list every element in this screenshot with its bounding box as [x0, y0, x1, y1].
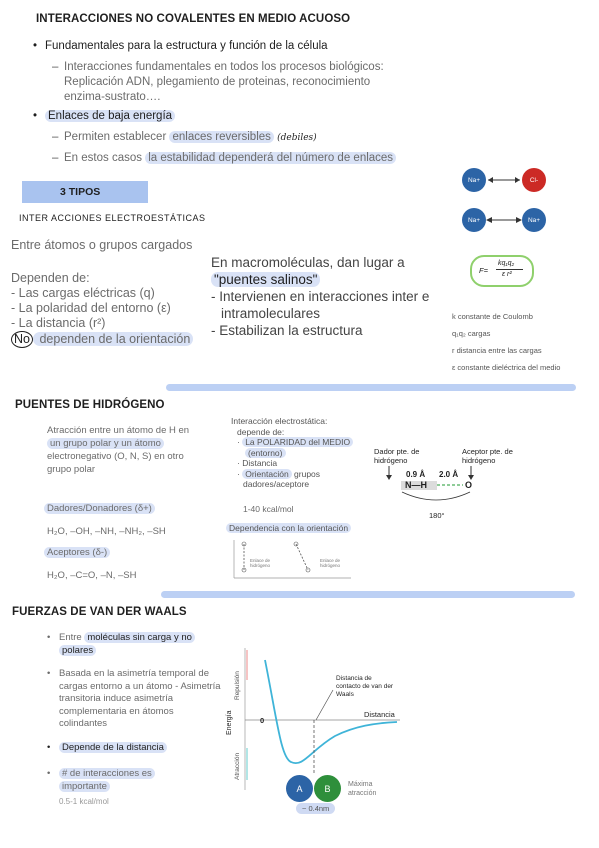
- orientation-title: Dependencia con la orientación: [226, 523, 351, 533]
- atom-a: A: [286, 775, 313, 802]
- tipos-box: [22, 181, 148, 203]
- acceptors-label: Aceptores (δ-): [44, 547, 110, 558]
- bullet-fundamental: Fundamentales para la estructura y función de la célula: [45, 40, 328, 52]
- sub-stability: En estos casos la estabilidad dependerá del número de enlaces: [64, 152, 396, 164]
- repulsion-arrow: [486, 215, 522, 225]
- section-title-noncovalent: INTERACCIONES NO COVALENTES EN MEDIO ACUOSO: [36, 13, 351, 25]
- sub-processes: – Interacciones fundamentales en todos los procesos biológicos: Replicación ADN, plegamiento de proteinas, reconocimiento enzima-sustrato….: [64, 60, 384, 105]
- cl-ion: Cl-: [522, 168, 546, 192]
- vdw-b3: Depende de la distancia: [59, 742, 167, 753]
- depends-list: Dependen de: - Las cargas eléctricas (q) - La polaridad del entorno (ε) - La distancia (r²) No dependen de la orientación: [11, 271, 193, 348]
- distance-09: 0.9 Å: [406, 470, 426, 479]
- vdw-potential-chart: [225, 640, 405, 800]
- na-ion-1: Na+: [462, 168, 486, 192]
- na-ion-2: Na+: [462, 208, 486, 232]
- hb-definition: Atracción entre un átomo de H en un grupo polar y un átomo electronegativo (O, N, S) en otro grupo polar: [47, 425, 190, 475]
- macromolecules-block: En macromoléculas, dan lugar a "puentes salinos" - Intervienen en interacciones inter e intramoleculares - Estabilizan la estructura: [211, 255, 430, 338]
- attraction-arrow: [486, 175, 522, 185]
- hb-energy: 1-40 kcal/mol: [243, 504, 294, 514]
- tipos-label: 3 TIPOS: [60, 186, 101, 198]
- circled-no: No: [11, 331, 33, 348]
- contact-distance-label: Distancia de contacto de van der Waals: [336, 675, 394, 698]
- acceptor-list: H₂O, –C=O, –N, –SH: [47, 570, 137, 581]
- acceptor-label: Aceptor pte. de hidrógeno: [462, 447, 513, 465]
- angle-label: 180°: [429, 511, 445, 520]
- nh-group: N—H: [405, 480, 427, 490]
- divider-2: [161, 591, 575, 598]
- enlace-label-1: Enlace de hidrógeno: [250, 558, 271, 568]
- donor-arrow: [384, 466, 394, 480]
- angle-arc: [398, 490, 474, 506]
- hbond-dash: [435, 480, 465, 490]
- acceptor-arrow: [466, 466, 476, 480]
- attraction-label: Atracción: [234, 752, 241, 780]
- distance-20: 2.0 Å: [439, 470, 459, 479]
- charged-groups: Entre átomos o grupos cargados: [11, 238, 193, 252]
- donor-label: Dador pte. de hidrógeno: [374, 447, 420, 465]
- max-attraction-label: Máxima atracción: [348, 781, 377, 797]
- energy-axis-label: Energía: [226, 710, 233, 735]
- vdw-b4: # de interacciones es importante: [59, 767, 155, 793]
- bullet-low-energy: Enlaces de baja energía: [45, 110, 175, 122]
- distance-04nm: ~ 0.4nm: [290, 803, 341, 814]
- divider-1: [166, 384, 576, 391]
- electrostatic-title: INTER ACCIONES ELECTROESTÁTICAS: [19, 213, 206, 223]
- enlace-label-2: Enlace de hidrógeno: [320, 558, 341, 568]
- handwritten-note: (debiles): [277, 133, 317, 143]
- atom-b: B: [314, 775, 341, 802]
- sub-reversible: Permiten establecer enlaces reversibles (debiles): [64, 131, 317, 143]
- hb-depends: Interacción electrostática: depende de: · La POLARIDAD del MEDIO (entorno) · Distancia · Orientación grupos dadores/aceptore: [231, 416, 353, 490]
- vdw-b2: Basada en la asimetría temporal de cargas entorno a un átomo - Asimetría transitoria induce asimetría complementaria en átomos colindantes: [59, 668, 221, 729]
- zero-label: 0: [260, 716, 265, 725]
- repulsion-label: Repulsión: [234, 671, 241, 700]
- donors-label: Dadores/Donadores (δ+): [44, 503, 155, 514]
- coulomb-legend: k constante de Coulomb q₁q₂ cargas r distancia entre las cargas ε constante dieléctrica del medio: [452, 312, 561, 372]
- vdw-b1: Entre moléculas sin carga y no polares: [59, 631, 195, 657]
- coulomb-formula: F= kq₁q₂ ε r²: [470, 255, 534, 287]
- donor-list: H₂O, –OH, –NH, –NH₂, –SH: [47, 526, 166, 537]
- o-atom: O: [465, 480, 473, 490]
- vdw-energy: 0.5-1 kcal/mol: [59, 797, 109, 806]
- section-title-vdw: FUERZAS DE VAN DER WAALS: [12, 606, 187, 618]
- distance-axis-label: Distancia: [364, 710, 395, 719]
- na-ion-3: Na+: [522, 208, 546, 232]
- section-title-hbonds: PUENTES DE HIDRÓGENO: [15, 399, 165, 411]
